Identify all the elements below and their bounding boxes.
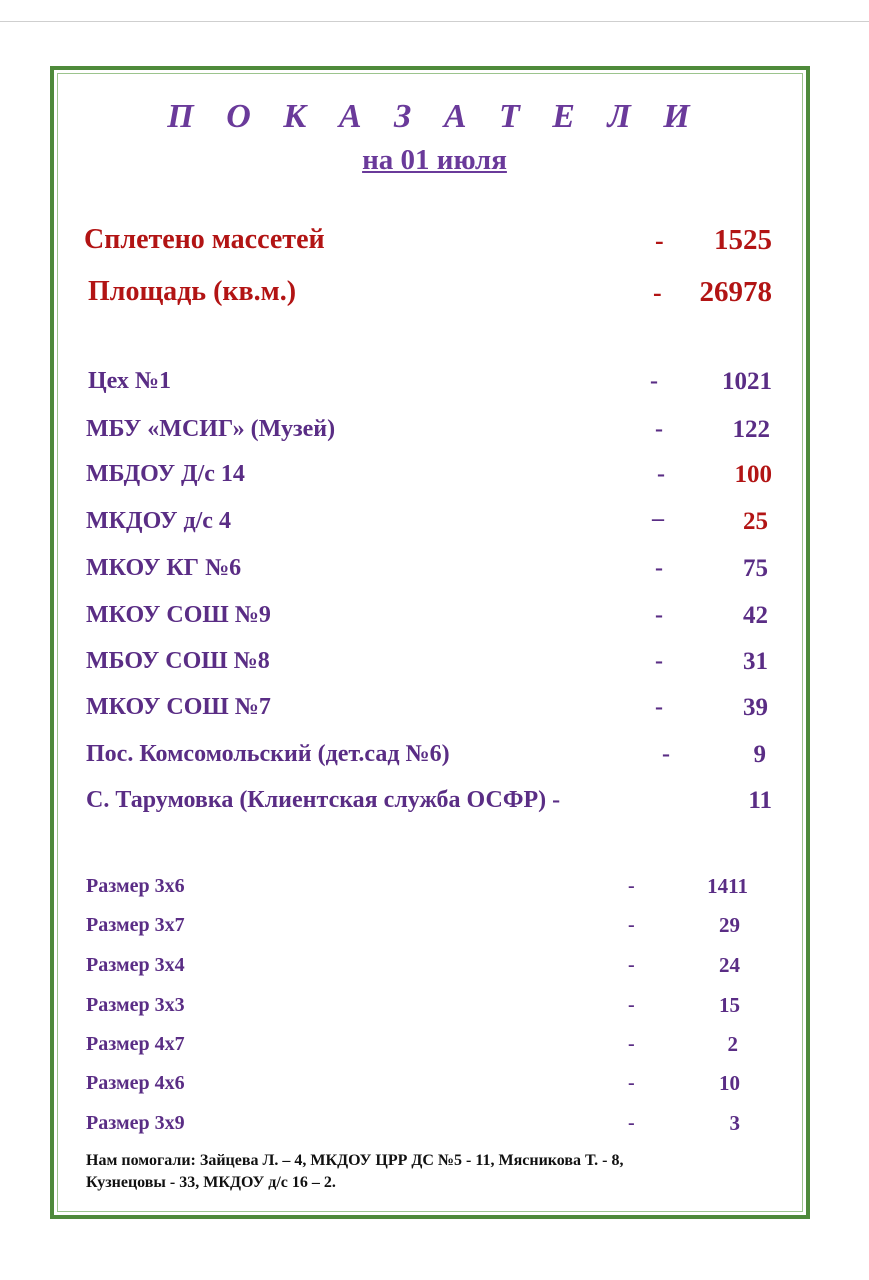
- size-label: Размер 3х9: [86, 1112, 185, 1134]
- org-label: МКДОУ д/с 4: [86, 508, 231, 534]
- page-top-divider: [0, 21, 869, 22]
- org-label: МКОУ КГ №6: [86, 555, 242, 581]
- org-dash: -: [650, 368, 658, 394]
- size-value: 10: [719, 1071, 740, 1095]
- org-value: 25: [743, 508, 768, 535]
- org-dash: -: [655, 648, 663, 674]
- org-value: 39: [743, 694, 768, 721]
- org-label: Пос. Комсомольский (дет.сад №6): [86, 741, 450, 767]
- size-dash: -: [628, 875, 635, 897]
- org-value: 11: [748, 787, 772, 814]
- total-dash: -: [653, 278, 662, 307]
- org-label: Цех №1: [88, 368, 171, 394]
- size-value: 29: [719, 913, 740, 937]
- total-dash: -: [655, 226, 664, 255]
- org-label: С. Тарумовка (Клиентская служба ОСФР) -: [86, 787, 561, 813]
- org-value: 1021: [722, 368, 772, 395]
- org-value: 42: [743, 602, 768, 629]
- total-label: Площадь (кв.м.): [88, 276, 297, 307]
- page-subtitle: на 01 июля: [362, 144, 507, 176]
- total-value: 1525: [714, 224, 772, 256]
- size-label: Размер 4х6: [86, 1072, 185, 1094]
- size-label: Размер 4х7: [86, 1033, 185, 1055]
- org-dash: -: [655, 694, 663, 720]
- org-dash: -: [655, 416, 663, 442]
- size-dash: -: [628, 914, 635, 936]
- org-label: МКОУ СОШ №9: [86, 602, 271, 628]
- size-label: Размер 3х6: [86, 875, 185, 897]
- helpers-note: [86, 1150, 766, 1194]
- org-value: 122: [732, 416, 770, 443]
- size-dash: -: [628, 1033, 635, 1055]
- size-label: Размер 3х3: [86, 994, 185, 1016]
- org-label: МБДОУ Д/с 14: [86, 461, 245, 487]
- org-label: МКОУ СОШ №7: [86, 694, 271, 720]
- page-title: П О К А З А Т Е Л И: [167, 98, 702, 135]
- helpers-note-line: Нам помогали: Зайцева Л. – 4, МКДОУ ЦРР ДС №5 - 11, Мясникова Т. - 8,: [86, 1152, 624, 1169]
- size-dash: -: [628, 1072, 635, 1094]
- size-value: 3: [729, 1111, 740, 1135]
- org-dash: -: [655, 602, 663, 628]
- helpers-note-line: Кузнецовы - 33, МКДОУ д/с 16 – 2.: [86, 1174, 336, 1191]
- size-value: 15: [719, 993, 740, 1017]
- size-value: 2: [727, 1032, 738, 1056]
- size-value: 1411: [707, 874, 748, 898]
- total-value: 26978: [699, 276, 772, 308]
- org-value: 31: [743, 648, 768, 675]
- total-label: Сплетено массетей: [84, 224, 325, 255]
- org-dash: -: [662, 741, 670, 767]
- org-label: МБОУ СОШ №8: [86, 648, 270, 674]
- org-dash: -: [655, 555, 663, 581]
- size-label: Размер 3х4: [86, 954, 185, 976]
- size-dash: -: [628, 954, 635, 976]
- org-dash: -: [657, 461, 665, 487]
- size-label: Размер 3х7: [86, 914, 185, 936]
- org-value: 75: [743, 555, 768, 582]
- org-value: 100: [734, 461, 772, 488]
- org-label: МБУ «МСИГ» (Музей): [86, 416, 336, 442]
- org-value: 9: [753, 741, 766, 768]
- size-value: 24: [719, 953, 740, 977]
- org-dash: –: [652, 506, 664, 532]
- size-dash: -: [628, 994, 635, 1016]
- size-dash: -: [628, 1112, 635, 1134]
